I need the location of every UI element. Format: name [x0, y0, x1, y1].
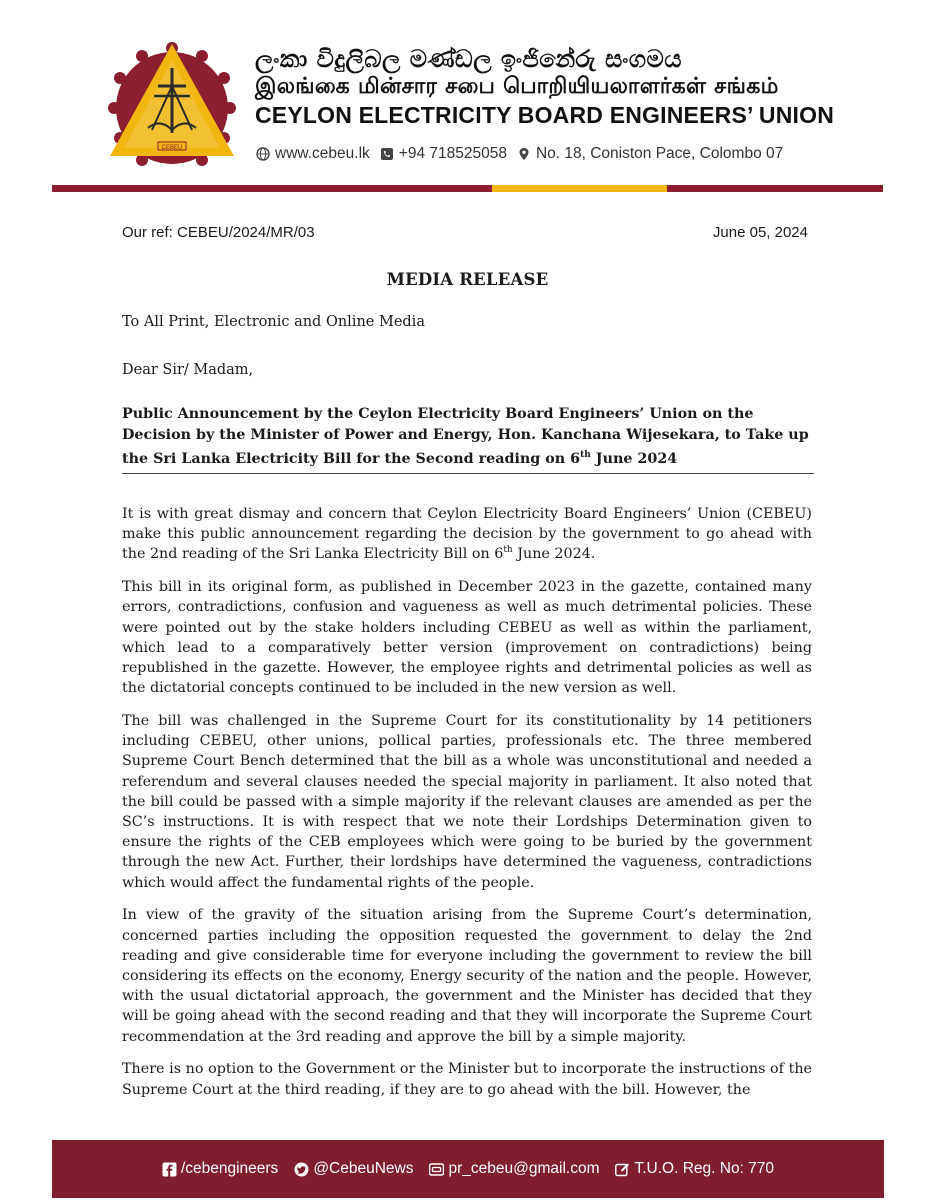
- email-icon: [429, 1162, 444, 1177]
- paragraph-5: There is no option to the Government or the Minister but to incorporate the instructions of the Supreme Court at the third reading, if they are to go ahead with the bill. However, the: [122, 1061, 812, 1098]
- address: No. 18, Coniston Pace, Colombo 07: [535, 145, 784, 162]
- registration-number: T.U.O. Reg. No: 770: [615, 1160, 774, 1178]
- facebook-icon: [162, 1162, 177, 1177]
- salutation: Dear Sir/ Madam,: [122, 362, 254, 378]
- twitter-icon: [294, 1162, 309, 1177]
- document-date: June 05, 2024: [712, 224, 808, 241]
- phone-icon: [380, 147, 394, 161]
- paragraph-4: In view of the gravity of the situation arising from the Supreme Court’s determination, concerned parties including the opposition requested the government to delay the 2nd reading and give considerable time for everyone including the government to review the bill considering its effects on the economy, Energy security of the nation and the people. However, with the usual dictatorial approach, the government and the Minister has decided that they will be going ahead with the second reading and that they will incorporate the Supreme Court recommendation at the 3rd reading and approve the bill by a simple majority.: [122, 907, 812, 1045]
- cebeu-logo: [108, 38, 240, 170]
- paragraph-2: This bill in its original form, as published in December 2023 in the gazette, contained many errors, contradictions, confusion and vagueness as well as much detrimental policies. These were pointed out by the stake holders including CEBEU as well as within the parliament, which lead to a comparatively better version (improvement on contradictions) being republished in the gazette. However, the employee rights and detrimental policies as well as the dictatorial concepts continued to be included in the new version as well.: [122, 579, 812, 697]
- body-text: [122, 504, 812, 1112]
- document-title: MEDIA RELEASE: [386, 270, 549, 289]
- phone-number[interactable]: +94 718525058: [398, 145, 507, 162]
- contact-line: [256, 145, 783, 163]
- logo-text: CEBEU: [161, 145, 183, 151]
- letterhead-footer: [52, 1140, 884, 1198]
- twitter-link[interactable]: @CebeuNews: [294, 1160, 413, 1178]
- org-name-english: CEYLON ELECTRICITY BOARD ENGINEERS’ UNION: [255, 101, 834, 128]
- paragraph-1: It is with great dismay and concern that Ceylon Electricity Board Engineers’ Union (CEBEU) make this public announcement regarding the decision by the government to go ahead with the 2nd reading of the Sri Lanka Electricity Bill on 6th June 2024.: [122, 506, 812, 563]
- globe-icon: [256, 147, 270, 161]
- website-link[interactable]: www.cebeu.lk: [275, 145, 370, 162]
- location-pin-icon: [517, 147, 531, 161]
- letterhead-divider: [52, 185, 883, 192]
- recipient-line: To All Print, Electronic and Online Media: [122, 314, 425, 330]
- subject-heading: Public Announcement by the Ceylon Electricity Board Engineers’ Union on the Decision by the Minister of Power and Energy, Hon. Kanchana Wijesekara, to Take up the Sri Lanka Electricity Bill for the Second reading on 6th June 2024: [122, 404, 814, 474]
- edit-icon: [615, 1162, 630, 1177]
- email-link[interactable]: pr_cebeu@gmail.com: [429, 1160, 599, 1178]
- facebook-link[interactable]: /cebengineers: [162, 1160, 278, 1178]
- reference-number: Our ref: CEBEU/2024/MR/03: [122, 224, 315, 241]
- org-name-sinhala: ලංකා විදුලිබල මණ්ඩල ඉංජිනේරු සංගමය: [255, 45, 683, 73]
- org-name-tamil: இலங்கை மின்சார சபை பொறியியலாளர்கள் சங்கம்: [255, 74, 779, 100]
- paragraph-3: The bill was challenged in the Supreme Court for its constitutionality by 14 petitioners including CEBEU, other unions, pollical parties, professionals etc. The three membered Supreme Court Bench determined that the bill as a whole was unconstitutional and needed a referendum and several clauses needed the special majority in parliament. It also noted that the bill could be passed with a simple majority if the relevant clauses are amended as per the SC’s instructions. It is with respect that we note their Lordships Determination given to ensure the rights of the CEB employees which were going to be buried by the government through the new Act. Further, their lordships have determined the vagueness, contradictions which would affect the fundamental rights of the people.: [122, 713, 812, 891]
- organization-name: [255, 46, 835, 128]
